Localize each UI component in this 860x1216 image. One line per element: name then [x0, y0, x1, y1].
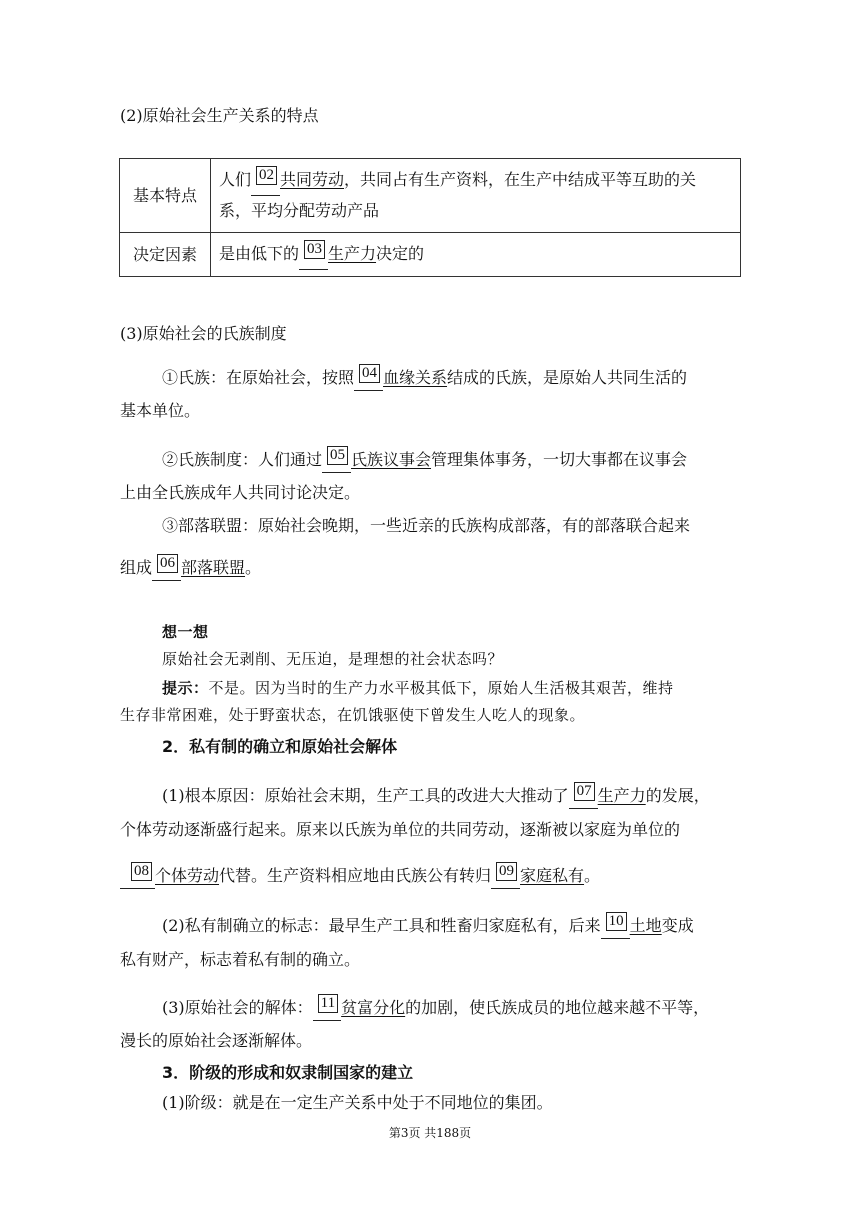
- paragraph-line: 基本单位。: [120, 401, 201, 420]
- fill-blank: [491, 864, 520, 889]
- text-segment: (1)根本原因：原始社会末期，生产工具的改进大大推动了: [162, 786, 569, 805]
- hint-label: 提示：: [162, 679, 209, 697]
- paragraph-line: [120, 864, 740, 889]
- fill-blank: [251, 165, 280, 196]
- text-segment: 代替。生产资料相应地由氏族公有转归: [219, 866, 492, 885]
- text-segment: 组成: [120, 558, 153, 577]
- paragraph-line: 上由全氏族成年人共同讨论决定。: [120, 483, 361, 502]
- blank-number-box: 02: [256, 166, 277, 185]
- table-key-cell: 决定因素: [120, 233, 211, 277]
- text-segment: ，共同占有生产资料，在生产中结成平等互助的关: [344, 170, 697, 189]
- answer-text: 氏族议事会: [351, 450, 432, 469]
- paragraph-line: (1)阶级：就是在一定生产关系中处于不同地位的集团。: [162, 1093, 553, 1112]
- fill-blank: [313, 996, 341, 1021]
- blank-number-box: 05: [327, 446, 348, 465]
- think-title: 想一想: [162, 623, 209, 641]
- answer-text: 共同劳动: [280, 170, 345, 189]
- fill-blank: [152, 556, 181, 581]
- paragraph-line: 个体劳动逐渐盛行起来。原来以氏族为单位的共同劳动，逐渐被以家庭为单位的: [120, 820, 681, 839]
- text-segment: 变成: [661, 916, 694, 935]
- answer-text: 血缘关系: [383, 368, 448, 387]
- blank-number-box: 07: [574, 782, 595, 801]
- paragraph-line: [120, 448, 782, 473]
- paragraph-line: [120, 366, 782, 391]
- table-row: [120, 233, 741, 277]
- fill-blank: [322, 448, 351, 473]
- paragraph-line: [120, 784, 782, 809]
- blank-number-box: 03: [304, 240, 325, 259]
- text-segment: 不是。因为当时的生产力水平极其低下，原始人生活极其艰苦，维持: [208, 679, 674, 697]
- blank-number-box: 10: [606, 912, 627, 931]
- fill-blank: [569, 784, 598, 809]
- table-value-cell: [211, 233, 741, 277]
- fill-blank: [601, 914, 630, 939]
- text-segment: (3)原始社会的解体：: [162, 998, 313, 1017]
- answer-text: 部落联盟: [181, 558, 246, 577]
- text-segment: 。: [584, 866, 601, 885]
- think-hint-continued: 生存非常困难，处于野蛮状态，在饥饿驱使下曾发生人吃人的现象。: [120, 706, 586, 724]
- answer-text: 贫富分化: [341, 998, 406, 1017]
- paragraph-line: [120, 996, 782, 1021]
- blank-number-box: 11: [318, 994, 338, 1013]
- text-segment: 是由低下的: [219, 244, 300, 263]
- text-segment: 结成的氏族，是原始人共同生活的: [447, 368, 688, 387]
- text-segment: 的发展，: [645, 786, 710, 805]
- text-segment: 人们: [219, 170, 252, 189]
- answer-text: 家庭私有: [520, 866, 585, 885]
- text-segment: 决定的: [376, 244, 425, 263]
- text-segment: 。: [245, 558, 262, 577]
- think-hint: [120, 676, 782, 700]
- answer-text: 土地: [629, 916, 662, 935]
- paragraph-line: 私有财产，标志着私有制的确立。: [120, 950, 361, 969]
- subheading-clan-system: (3)原始社会的氏族制度: [120, 324, 287, 343]
- text-segment: 的加剧，使氏族成员的地位越来越不平等，: [405, 998, 710, 1017]
- blank-number-box: 09: [496, 862, 517, 881]
- answer-text: 个体劳动: [155, 866, 220, 885]
- text-segment: ①氏族：在原始社会，按照: [162, 368, 355, 387]
- fill-blank: [299, 239, 328, 270]
- text-segment: ②氏族制度：人们通过: [162, 450, 323, 469]
- fill-blank: [354, 366, 383, 391]
- table-value-cell: [211, 159, 741, 233]
- page-footer: 第3页 共188页: [388, 1126, 472, 1140]
- blank-number-box: 04: [359, 364, 380, 383]
- answer-text: 生产力: [328, 244, 377, 263]
- characteristics-table: [119, 158, 741, 277]
- table-key-cell: 基本特点: [120, 159, 211, 233]
- fill-blank: [120, 864, 155, 889]
- section-heading-private-ownership: 2．私有制的确立和原始社会解体: [162, 737, 398, 756]
- paragraph-line: [120, 914, 782, 939]
- paragraph-line: 漫长的原始社会逐渐解体。: [120, 1031, 313, 1050]
- think-question: 原始社会无剥削、无压迫，是理想的社会状态吗？: [162, 650, 504, 668]
- text-segment: 系，平均分配劳动产品: [219, 201, 380, 220]
- blank-number-box: 08: [131, 862, 152, 881]
- blank-number-box: 06: [157, 554, 178, 573]
- table-row: [120, 159, 741, 233]
- paragraph-line: ③部落联盟：原始社会晚期，一些近亲的氏族构成部落，有的部落联合起来: [162, 516, 691, 535]
- answer-text: 生产力: [597, 786, 646, 805]
- text-segment: (2)私有制确立的标志：最早生产工具和牲畜归家庭私有，后来: [162, 916, 601, 935]
- section-heading-class-formation: 3．阶级的形成和奴隶制国家的建立: [162, 1063, 414, 1082]
- paragraph-line: [120, 556, 740, 581]
- subheading-production-relations: (2)原始社会生产关系的特点: [120, 106, 319, 125]
- text-segment: 管理集体事务，一切大事都在议事会: [431, 450, 688, 469]
